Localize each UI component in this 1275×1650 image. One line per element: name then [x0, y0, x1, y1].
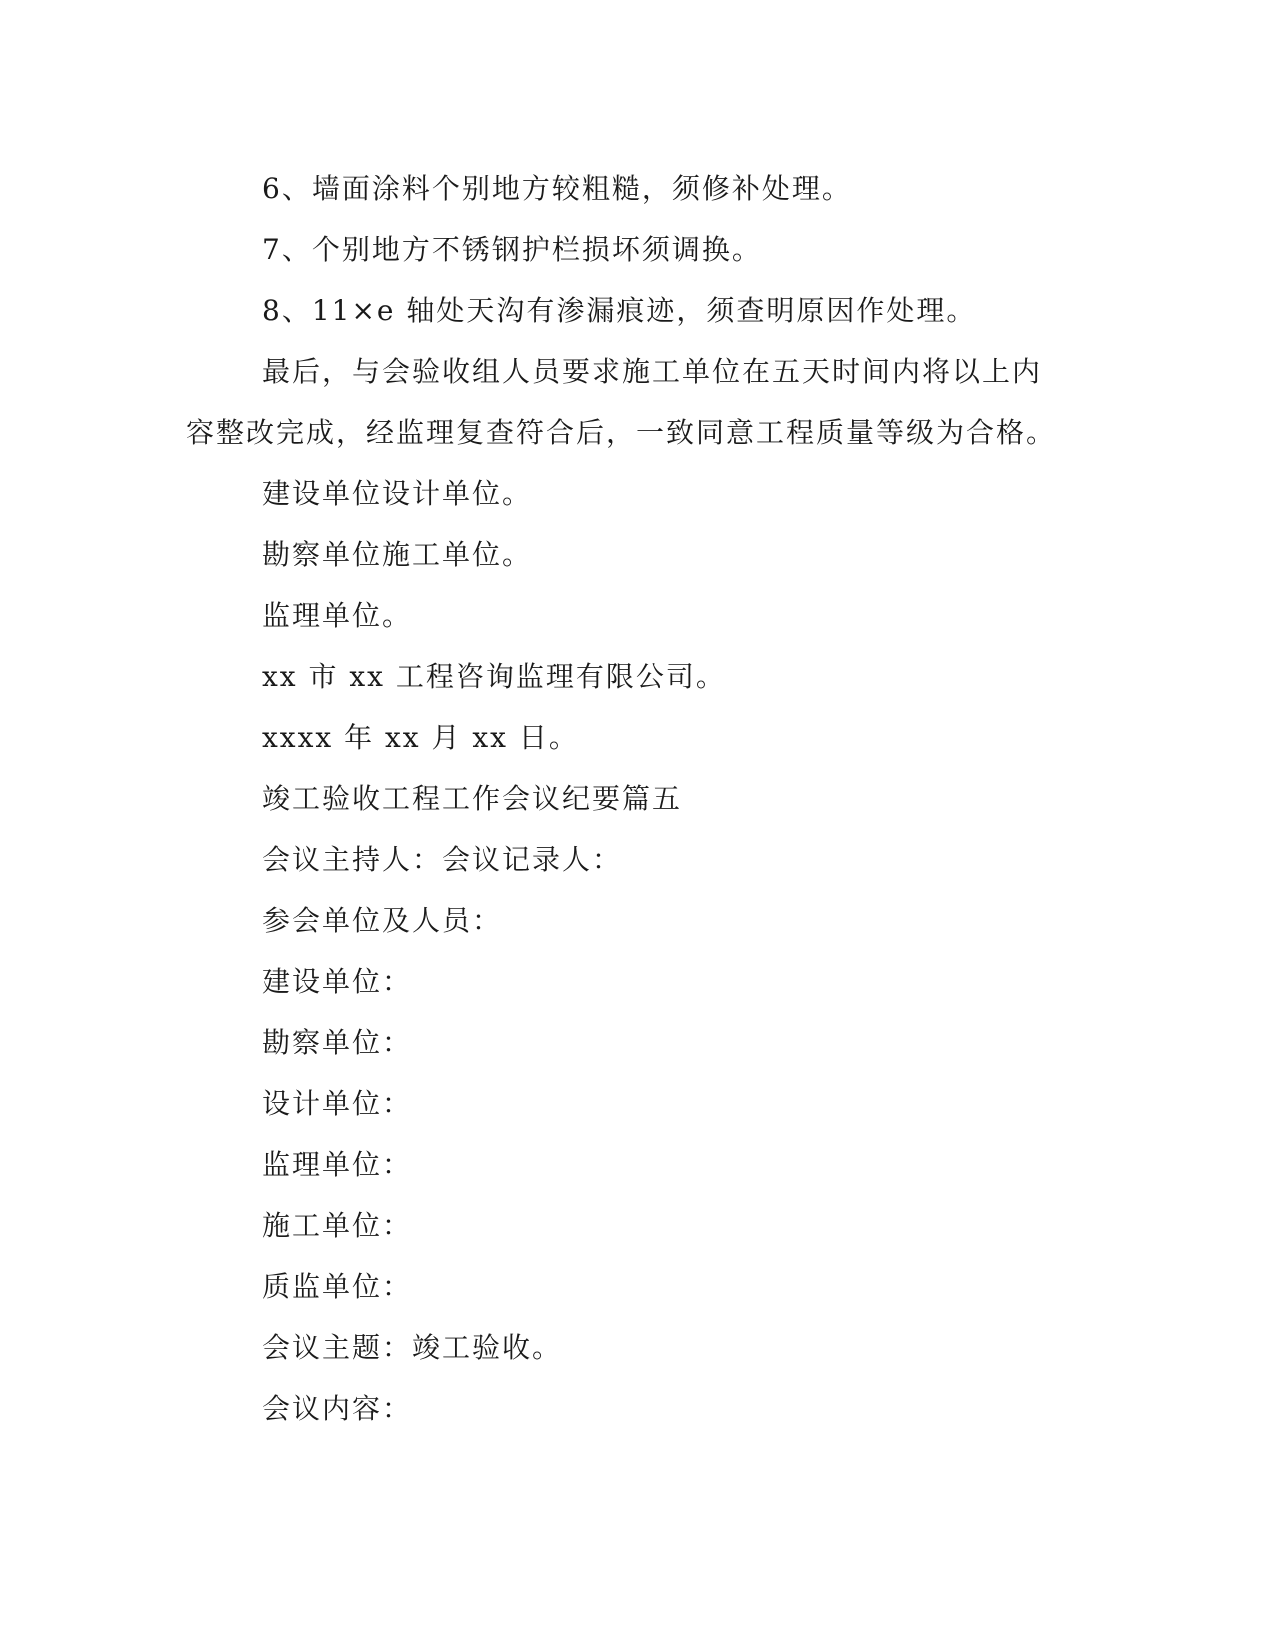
document-body — [186, 158, 1066, 1439]
paragraph-company: xx 市 xx 工程咨询监理有限公司。 — [262, 660, 726, 693]
paragraph-item-7: 7、个别地方不锈钢护栏损坏须调换。 — [262, 233, 762, 266]
paragraph-construction-unit: 建设单位： — [262, 965, 413, 998]
paragraph-survey-unit: 勘察单位： — [262, 1026, 413, 1059]
paragraph-builder-unit: 施工单位： — [262, 1209, 413, 1242]
paragraph-signature-units-3: 监理单位。 — [262, 599, 413, 632]
paragraph-meeting-topic: 会议主题：竣工验收。 — [262, 1331, 563, 1364]
paragraph-design-unit: 设计单位： — [262, 1087, 413, 1120]
paragraph-item-6: 6、墙面涂料个别地方较粗糙，须修补处理。 — [262, 172, 852, 205]
paragraph-supervision-unit: 监理单位： — [262, 1148, 413, 1181]
paragraph-host-recorder: 会议主持人：会议记录人： — [262, 843, 623, 876]
paragraph-item-8: 8、11×e 轴处天沟有渗漏痕迹，须查明原因作处理。 — [262, 294, 977, 327]
section-heading: 竣工验收工程工作会议纪要篇五 — [262, 782, 683, 815]
paragraph-signature-units-2: 勘察单位施工单位。 — [262, 538, 533, 571]
paragraph-date: xxxx 年 xx 月 xx 日。 — [262, 721, 579, 754]
paragraph-attendees: 参会单位及人员： — [262, 904, 503, 937]
paragraph-meeting-content: 会议内容： — [262, 1392, 413, 1425]
paragraph-quality-unit: 质监单位： — [262, 1270, 413, 1303]
paragraph-signature-units-1: 建设单位设计单位。 — [262, 477, 533, 510]
paragraph-conclusion: 最后，与会验收组人员要求施工单位在五天时间内将以上内容整改完成，经监理复查符合后，一致同意工程质量等级为合格。 — [186, 355, 1057, 449]
